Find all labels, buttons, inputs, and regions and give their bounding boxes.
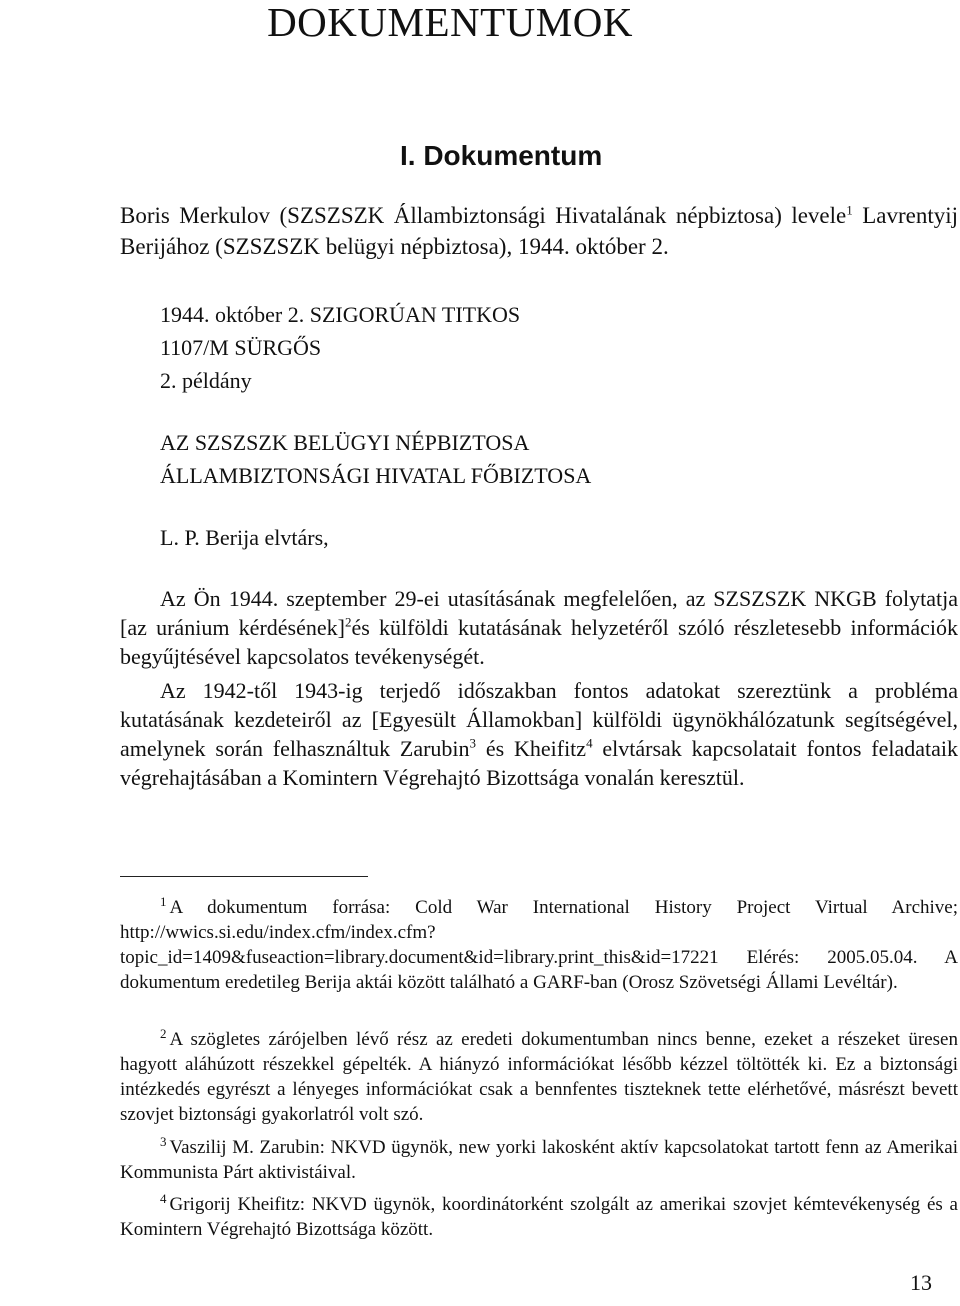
footnote-text: A dokumentum forrása: Cold War International History Project Virtual Archive; http://wwics.si.edu/index.cfm/index.cfm?topic_id=1409&fuseaction=library.document&id=library.print_this&id=17221 Elérés: 2005.05.04. A dokumentum eredetileg Berija aktái között található a GARF-ban (Orosz Szövetségi Állami Levéltár). xyxy=(120,897,958,993)
document-heading: I. Dokumentum xyxy=(400,140,603,171)
document-intro xyxy=(120,200,958,262)
footnote-number: 4 xyxy=(160,1190,167,1206)
footnote-divider xyxy=(120,876,368,877)
footnote-text: Vaszilij M. Zarubin: NKVD ügynök, new yorki lakosként aktív kapcsolatokat tartott fenn az Amerikai Kommunista Párt aktivistáival. xyxy=(120,1137,958,1183)
page-title: DOKUMENTUMOK xyxy=(267,0,633,45)
paragraph-1-text-1: Az Ön 1944. szeptember 29-ei utasításának megfelelően, az SZSZSZK NKGB folytatja [az uránium kérdésének] xyxy=(120,586,958,640)
header-line-number: 1107/M SÜRGŐS xyxy=(160,335,322,360)
intro-text-2: Lavrentyij Berijához (SZSZSZK belügyi népbiztosa), 1944. október 2. xyxy=(120,203,959,259)
paragraph-1-text-2: és külföldi kutatásának helyzetéről szóló részletesebb információk begyűjtésével kapcsolatos tevékenységét. xyxy=(120,615,958,669)
header-line-addressee-2: ÁLLAMBIZTONSÁGI HIVATAL FŐBIZTOSA xyxy=(160,463,592,488)
footnote-ref-4: 4 xyxy=(586,735,593,751)
body-paragraph-2 xyxy=(120,676,958,792)
footnote-4 xyxy=(120,1192,958,1242)
paragraph-2-text-2: és Kheifitz xyxy=(476,736,587,761)
header-line-date: 1944. október 2. SZIGORÚAN TITKOS xyxy=(160,302,521,327)
salutation: L. P. Berija elvtárs, xyxy=(160,525,329,550)
footnote-text: Grigorij Kheifitz: NKVD ügynök, koordinátorként szolgált az amerikai szovjet kémtevékenység és a Komintern Végrehajtó Bizottsága között. xyxy=(120,1194,958,1240)
footnote-number: 1 xyxy=(160,893,167,909)
footnote-ref-1: 1 xyxy=(846,202,853,218)
footnote-number: 2 xyxy=(160,1025,167,1041)
footnote-number: 3 xyxy=(160,1133,167,1149)
footnote-text: A szögletes zárójelben lévő rész az eredeti dokumentumban nincs benne, ezeket a részeket üresen hagyott aláhúzott részekkel gépelték. A hiányzó információkat lésőbb kézzel töltötték ki. Ez a biztonsági intézkedés egyrészt a lényeges információkat csak a bennfentes tiszteknek tette elérhetővé, másrészt bevett szovjet biztonsági gyakorlatról volt szó. xyxy=(120,1029,958,1125)
body-paragraph-1 xyxy=(120,584,958,671)
paragraph-2-text-1: Az 1942-től 1943-ig terjedő időszakban fontos adatokat szereztünk a probléma kutatásának kezdeteiről az [Egyesült Államokban] külföldi ügynökhálózatunk segítségével, amelynek során felhasználtuk Zarubin xyxy=(120,678,958,761)
paragraph-2-text-3: elvtársak kapcsolatait fontos feladataik végrehajtásában a Komintern Végrehajtó Bizottsága vonalán keresztül. xyxy=(120,736,958,790)
header-line-addressee-1: AZ SZSZSZK BELÜGYI NÉPBIZTOSA xyxy=(160,430,530,455)
footnote-3 xyxy=(120,1135,958,1185)
footnote-ref-2: 2 xyxy=(344,614,352,630)
footnote-1 xyxy=(120,895,958,995)
header-line-copy: 2. példány xyxy=(160,368,252,393)
page-number: 13 xyxy=(910,1270,932,1295)
footnote-2 xyxy=(120,1027,958,1127)
intro-text-1: Boris Merkulov (SZSZSZK Állambiztonsági Hivatalának népbiztosa) levele xyxy=(120,203,847,228)
footnote-ref-3: 3 xyxy=(469,735,477,751)
